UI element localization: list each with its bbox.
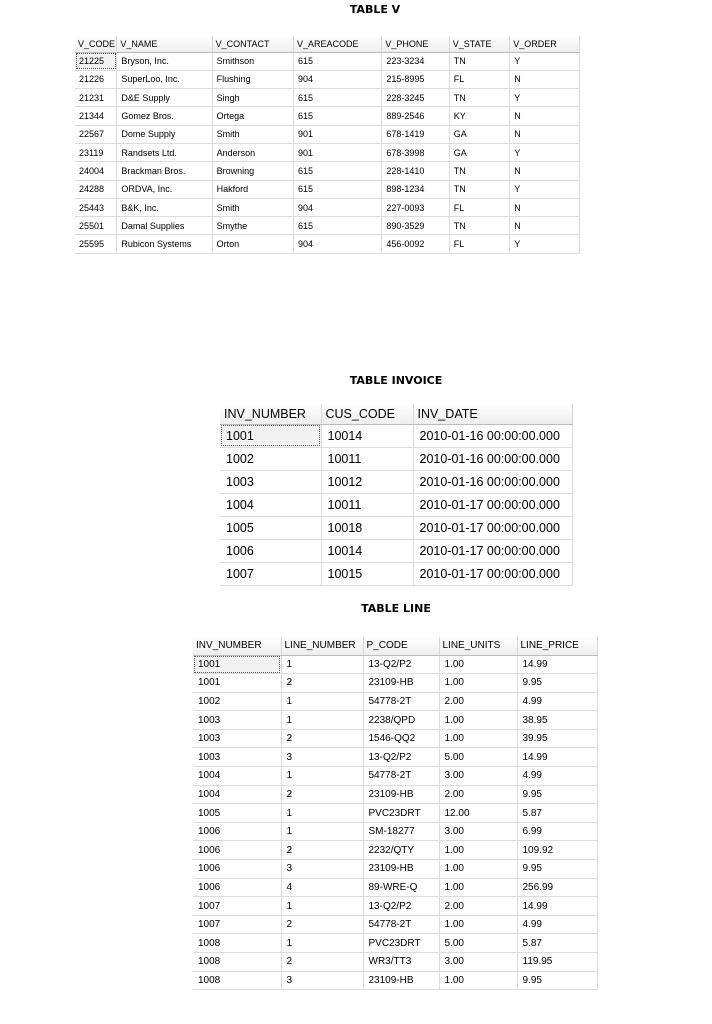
table-cell[interactable]: 54778-2T	[363, 692, 439, 711]
table-cell[interactable]: 39.95	[517, 729, 597, 748]
table-cell[interactable]: 1001	[193, 674, 281, 693]
table-cell[interactable]: PVC23DRT	[363, 804, 439, 823]
table-cell[interactable]: N	[510, 217, 580, 235]
column-header[interactable]: LINE_PRICE	[517, 637, 597, 655]
table-cell[interactable]: 2.00	[439, 692, 517, 711]
table-row[interactable]	[75, 235, 580, 253]
table-cell[interactable]: N	[510, 107, 580, 125]
table-cell[interactable]: Orton	[212, 235, 293, 253]
table-row[interactable]	[220, 516, 572, 539]
table-row[interactable]	[193, 767, 597, 786]
table-cell[interactable]: 1003	[193, 711, 281, 730]
table-cell[interactable]: 615	[294, 89, 382, 107]
table-cell[interactable]: 228-1410	[382, 162, 449, 180]
table-cell[interactable]: 1004	[193, 767, 281, 786]
table-cell[interactable]: 1.00	[439, 674, 517, 693]
table-cell[interactable]: Singh	[212, 89, 293, 107]
table-cell[interactable]: 4.99	[517, 767, 597, 786]
table-cell[interactable]: 10011	[321, 447, 413, 470]
table-cell[interactable]: 615	[294, 107, 382, 125]
table-cell[interactable]: 456-0092	[382, 235, 449, 253]
column-header[interactable]: INV_NUMBER	[220, 404, 321, 424]
table-cell[interactable]: 890-3529	[382, 217, 449, 235]
table-cell[interactable]: 22567	[75, 125, 117, 143]
table-cell[interactable]: 1	[281, 822, 363, 841]
table-cell[interactable]: 4	[281, 878, 363, 897]
table-cell[interactable]: 1	[281, 934, 363, 953]
table-cell[interactable]: 678-3998	[382, 143, 449, 161]
table-cell[interactable]: 25595	[75, 235, 117, 253]
table-row[interactable]	[193, 711, 597, 730]
table-cell[interactable]: 12.00	[439, 804, 517, 823]
table-cell[interactable]: SuperLoo, Inc.	[117, 70, 212, 88]
table-cell[interactable]: 1008	[193, 953, 281, 972]
table-row[interactable]	[193, 897, 597, 916]
column-header[interactable]: INV_NUMBER	[193, 637, 281, 655]
table-cell[interactable]: 889-2546	[382, 107, 449, 125]
table-cell[interactable]: TN	[449, 89, 509, 107]
table-cell[interactable]: 14.99	[517, 748, 597, 767]
table-cell[interactable]: Y	[510, 89, 580, 107]
table-cell[interactable]: 89-WRE-Q	[363, 878, 439, 897]
table-line-title: TABLE LINE	[361, 602, 431, 615]
table-cell[interactable]: Randsets Ltd.	[117, 143, 212, 161]
table-cell[interactable]: TN	[449, 180, 509, 198]
table-cell[interactable]: TN	[449, 162, 509, 180]
table-row[interactable]	[220, 424, 572, 447]
table-cell[interactable]: 1.00	[439, 971, 517, 990]
table-cell[interactable]: FL	[449, 198, 509, 216]
table-row[interactable]	[75, 52, 580, 70]
table-cell[interactable]: Damal Supplies	[117, 217, 212, 235]
table-cell[interactable]: 2010-01-16 00:00:00.000	[413, 447, 572, 470]
table-row[interactable]	[75, 125, 580, 143]
table-cell[interactable]: 21344	[75, 107, 117, 125]
table-cell[interactable]: 3.00	[439, 822, 517, 841]
table-cell[interactable]: 10015	[321, 562, 413, 585]
table-cell[interactable]: 1003	[220, 470, 321, 493]
table-cell[interactable]: 9.95	[517, 971, 597, 990]
table-row[interactable]	[220, 493, 572, 516]
table-cell[interactable]: 1006	[193, 860, 281, 879]
table-cell[interactable]: 1001	[193, 655, 281, 674]
table-cell[interactable]: 215-8995	[382, 70, 449, 88]
table-cell[interactable]: 2	[281, 915, 363, 934]
table-row[interactable]	[193, 971, 597, 990]
column-header[interactable]: V_CONTACT	[212, 36, 293, 52]
table-cell[interactable]: 109.92	[517, 841, 597, 860]
table-v-grid	[75, 36, 580, 254]
table-cell[interactable]: 1008	[193, 971, 281, 990]
table-row[interactable]	[193, 692, 597, 711]
table-cell[interactable]: 10014	[321, 539, 413, 562]
table-cell[interactable]: Smithson	[212, 52, 293, 70]
table-cell[interactable]: 2.00	[439, 897, 517, 916]
table-cell[interactable]: 2	[281, 841, 363, 860]
table-cell[interactable]: 1	[281, 804, 363, 823]
table-cell[interactable]: 1006	[193, 822, 281, 841]
table-cell[interactable]: D&E Supply	[117, 89, 212, 107]
table-cell[interactable]: Ortega	[212, 107, 293, 125]
column-header[interactable]: V_PHONE	[382, 36, 449, 52]
table-cell[interactable]: TN	[449, 217, 509, 235]
table-row[interactable]	[193, 655, 597, 674]
table-row[interactable]	[75, 89, 580, 107]
column-header[interactable]: V_STATE	[449, 36, 509, 52]
table-cell[interactable]: 21225	[75, 52, 117, 70]
table-cell[interactable]: 1004	[193, 785, 281, 804]
table-cell[interactable]: 1	[281, 655, 363, 674]
column-header[interactable]: INV_DATE	[413, 404, 572, 424]
table-cell[interactable]: 5.00	[439, 934, 517, 953]
column-header[interactable]: P_CODE	[363, 637, 439, 655]
table-cell[interactable]: Y	[510, 180, 580, 198]
table-cell[interactable]: N	[510, 162, 580, 180]
table-cell[interactable]: 10018	[321, 516, 413, 539]
table-cell[interactable]: 2010-01-17 00:00:00.000	[413, 516, 572, 539]
table-cell[interactable]: Brackman Bros.	[117, 162, 212, 180]
table-cell[interactable]: 23109-HB	[363, 674, 439, 693]
table-cell[interactable]: 228-3245	[382, 89, 449, 107]
table-row[interactable]	[193, 785, 597, 804]
table-cell[interactable]: 256.99	[517, 878, 597, 897]
table-cell[interactable]: 13-Q2/P2	[363, 897, 439, 916]
table-cell[interactable]: 1.00	[439, 860, 517, 879]
table-row[interactable]	[75, 70, 580, 88]
table-cell[interactable]: 1006	[193, 841, 281, 860]
table-cell[interactable]: Anderson	[212, 143, 293, 161]
table-cell[interactable]: 23119	[75, 143, 117, 161]
table-cell[interactable]: 2	[281, 729, 363, 748]
table-cell[interactable]: 1.00	[439, 711, 517, 730]
table-cell[interactable]: KY	[449, 107, 509, 125]
table-cell[interactable]: 615	[294, 217, 382, 235]
table-cell[interactable]: Smythe	[212, 217, 293, 235]
table-cell[interactable]: 13-Q2/P2	[363, 655, 439, 674]
table-cell[interactable]: 1.00	[439, 841, 517, 860]
table-cell[interactable]: 2238/QPD	[363, 711, 439, 730]
table-cell[interactable]: 2010-01-17 00:00:00.000	[413, 539, 572, 562]
table-cell[interactable]: 3	[281, 971, 363, 990]
table-row[interactable]	[193, 748, 597, 767]
table-cell[interactable]: ORDVA, Inc.	[117, 180, 212, 198]
column-header[interactable]: V_ORDER	[510, 36, 580, 52]
table-cell[interactable]: 223-3234	[382, 52, 449, 70]
column-header[interactable]: V_NAME	[117, 36, 212, 52]
table-cell[interactable]: WR3/TT3	[363, 953, 439, 972]
table-cell[interactable]: 1.00	[439, 655, 517, 674]
table-cell[interactable]: 3	[281, 860, 363, 879]
table-cell[interactable]: 678-1419	[382, 125, 449, 143]
table-cell[interactable]: Dome Supply	[117, 125, 212, 143]
table-cell[interactable]: 5.00	[439, 748, 517, 767]
table-cell[interactable]: 13-Q2/P2	[363, 748, 439, 767]
table-cell[interactable]: SM-18277	[363, 822, 439, 841]
table-cell[interactable]: 1	[281, 711, 363, 730]
table-row[interactable]	[193, 934, 597, 953]
table-cell[interactable]: Smith	[212, 125, 293, 143]
table-cell[interactable]: 4.99	[517, 915, 597, 934]
table-cell[interactable]: 1005	[220, 516, 321, 539]
table-cell[interactable]: GA	[449, 143, 509, 161]
table-cell[interactable]: GA	[449, 125, 509, 143]
table-cell[interactable]: Hakford	[212, 180, 293, 198]
table-cell[interactable]: Y	[510, 143, 580, 161]
table-cell[interactable]: 21226	[75, 70, 117, 88]
table-row[interactable]	[75, 162, 580, 180]
table-v-title: TABLE V	[349, 3, 401, 16]
table-cell[interactable]: 1006	[193, 878, 281, 897]
table-row[interactable]	[75, 180, 580, 198]
table-cell[interactable]: 615	[294, 52, 382, 70]
table-cell[interactable]: FL	[449, 235, 509, 253]
table-cell[interactable]: 2232/QTY	[363, 841, 439, 860]
table-cell[interactable]: Gomez Bros.	[117, 107, 212, 125]
table-cell[interactable]: 10012	[321, 470, 413, 493]
table-cell[interactable]: 23109-HB	[363, 785, 439, 804]
table-cell[interactable]: FL	[449, 70, 509, 88]
table-cell[interactable]: 1	[281, 897, 363, 916]
table-cell[interactable]: 9.95	[517, 860, 597, 879]
table-cell[interactable]: 1007	[193, 897, 281, 916]
table-cell[interactable]: 6.99	[517, 822, 597, 841]
table-row[interactable]	[193, 915, 597, 934]
table-invoice-title: TABLE INVOICE	[349, 374, 443, 387]
table-row[interactable]	[220, 562, 572, 585]
table-invoice-grid	[220, 404, 573, 586]
table-row[interactable]	[220, 447, 572, 470]
table-cell[interactable]: 10014	[321, 424, 413, 447]
table-row[interactable]	[75, 198, 580, 216]
table-cell[interactable]: 4.99	[517, 692, 597, 711]
table-cell[interactable]: 38.95	[517, 711, 597, 730]
table-cell[interactable]: PVC23DRT	[363, 934, 439, 953]
table-row[interactable]	[193, 822, 597, 841]
table-cell[interactable]: Rubicon Systems	[117, 235, 212, 253]
table-cell[interactable]: 2010-01-16 00:00:00.000	[413, 424, 572, 447]
table-cell[interactable]: 615	[294, 180, 382, 198]
table-cell[interactable]: 23109-HB	[363, 971, 439, 990]
table-cell[interactable]: 615	[294, 162, 382, 180]
table-cell[interactable]: 1004	[220, 493, 321, 516]
table-row[interactable]	[193, 804, 597, 823]
table-cell[interactable]: 2010-01-17 00:00:00.000	[413, 562, 572, 585]
table-cell[interactable]: N	[510, 198, 580, 216]
table-cell[interactable]: 9.95	[517, 674, 597, 693]
table-cell[interactable]: TN	[449, 52, 509, 70]
table-cell[interactable]: 23109-HB	[363, 860, 439, 879]
table-cell[interactable]: Browning	[212, 162, 293, 180]
table-cell[interactable]: Flushing	[212, 70, 293, 88]
table-cell[interactable]: 3.00	[439, 953, 517, 972]
table-cell[interactable]: N	[510, 125, 580, 143]
table-cell[interactable]: 1.00	[439, 915, 517, 934]
table-cell[interactable]: 14.99	[517, 655, 597, 674]
table-row[interactable]	[75, 107, 580, 125]
table-row[interactable]	[193, 878, 597, 897]
table-cell[interactable]: 1007	[193, 915, 281, 934]
table-cell[interactable]: 3	[281, 748, 363, 767]
table-cell[interactable]: 10011	[321, 493, 413, 516]
table-row[interactable]	[193, 729, 597, 748]
table-cell[interactable]: 9.95	[517, 785, 597, 804]
table-cell[interactable]: 1.00	[439, 729, 517, 748]
table-cell[interactable]: 1001	[220, 424, 321, 447]
table-line-grid	[193, 637, 598, 990]
table-cell[interactable]: Y	[510, 235, 580, 253]
table-row[interactable]	[75, 217, 580, 235]
table-cell[interactable]: 2.00	[439, 785, 517, 804]
table-cell[interactable]: Y	[510, 52, 580, 70]
table-row[interactable]	[75, 143, 580, 161]
table-cell[interactable]: 5.87	[517, 934, 597, 953]
table-cell[interactable]: 1002	[193, 692, 281, 711]
table-cell[interactable]: 1	[281, 767, 363, 786]
table-cell[interactable]: 904	[294, 235, 382, 253]
column-header[interactable]: LINE_NUMBER	[281, 637, 363, 655]
table-row[interactable]	[193, 953, 597, 972]
table-cell[interactable]: 5.87	[517, 804, 597, 823]
table-cell[interactable]: 2010-01-17 00:00:00.000	[413, 493, 572, 516]
table-row[interactable]	[193, 841, 597, 860]
table-cell[interactable]: 24288	[75, 180, 117, 198]
table-cell[interactable]: 227-0093	[382, 198, 449, 216]
table-cell[interactable]: 3.00	[439, 767, 517, 786]
table-cell[interactable]: 2010-01-16 00:00:00.000	[413, 470, 572, 493]
table-cell[interactable]: 1.00	[439, 878, 517, 897]
table-row[interactable]	[193, 674, 597, 693]
table-row[interactable]	[220, 470, 572, 493]
table-cell[interactable]: 24004	[75, 162, 117, 180]
table-cell[interactable]: Smith	[212, 198, 293, 216]
table-cell[interactable]: Bryson, Inc.	[117, 52, 212, 70]
table-cell[interactable]: 1005	[193, 804, 281, 823]
table-cell[interactable]: 54778-2T	[363, 767, 439, 786]
column-header[interactable]: LINE_UNITS	[439, 637, 517, 655]
table-cell[interactable]: 25443	[75, 198, 117, 216]
table-cell[interactable]: B&K, Inc.	[117, 198, 212, 216]
table-cell[interactable]: 1008	[193, 934, 281, 953]
table-cell[interactable]: N	[510, 70, 580, 88]
table-cell[interactable]: 1546-QQ2	[363, 729, 439, 748]
table-cell[interactable]: 2	[281, 953, 363, 972]
table-cell[interactable]: 14.99	[517, 897, 597, 916]
table-cell[interactable]: 901	[294, 125, 382, 143]
table-cell[interactable]: 21231	[75, 89, 117, 107]
table-cell[interactable]: 1003	[193, 748, 281, 767]
table-cell[interactable]: 1002	[220, 447, 321, 470]
table-cell[interactable]: 904	[294, 198, 382, 216]
column-header[interactable]: V_AREACODE	[294, 36, 382, 52]
table-cell[interactable]: 2	[281, 785, 363, 804]
table-cell[interactable]: 119.95	[517, 953, 597, 972]
table-cell[interactable]: 1	[281, 692, 363, 711]
table-row[interactable]	[220, 539, 572, 562]
table-cell[interactable]: 901	[294, 143, 382, 161]
table-cell[interactable]: 54778-2T	[363, 915, 439, 934]
table-cell[interactable]: 1007	[220, 562, 321, 585]
table-cell[interactable]: 2	[281, 674, 363, 693]
table-row[interactable]	[193, 860, 597, 879]
column-header[interactable]: V_CODE	[75, 36, 117, 52]
table-cell[interactable]: 898-1234	[382, 180, 449, 198]
table-cell[interactable]: 904	[294, 70, 382, 88]
table-cell[interactable]: 1006	[220, 539, 321, 562]
table-cell[interactable]: 1003	[193, 729, 281, 748]
column-header[interactable]: CUS_CODE	[321, 404, 413, 424]
table-cell[interactable]: 25501	[75, 217, 117, 235]
